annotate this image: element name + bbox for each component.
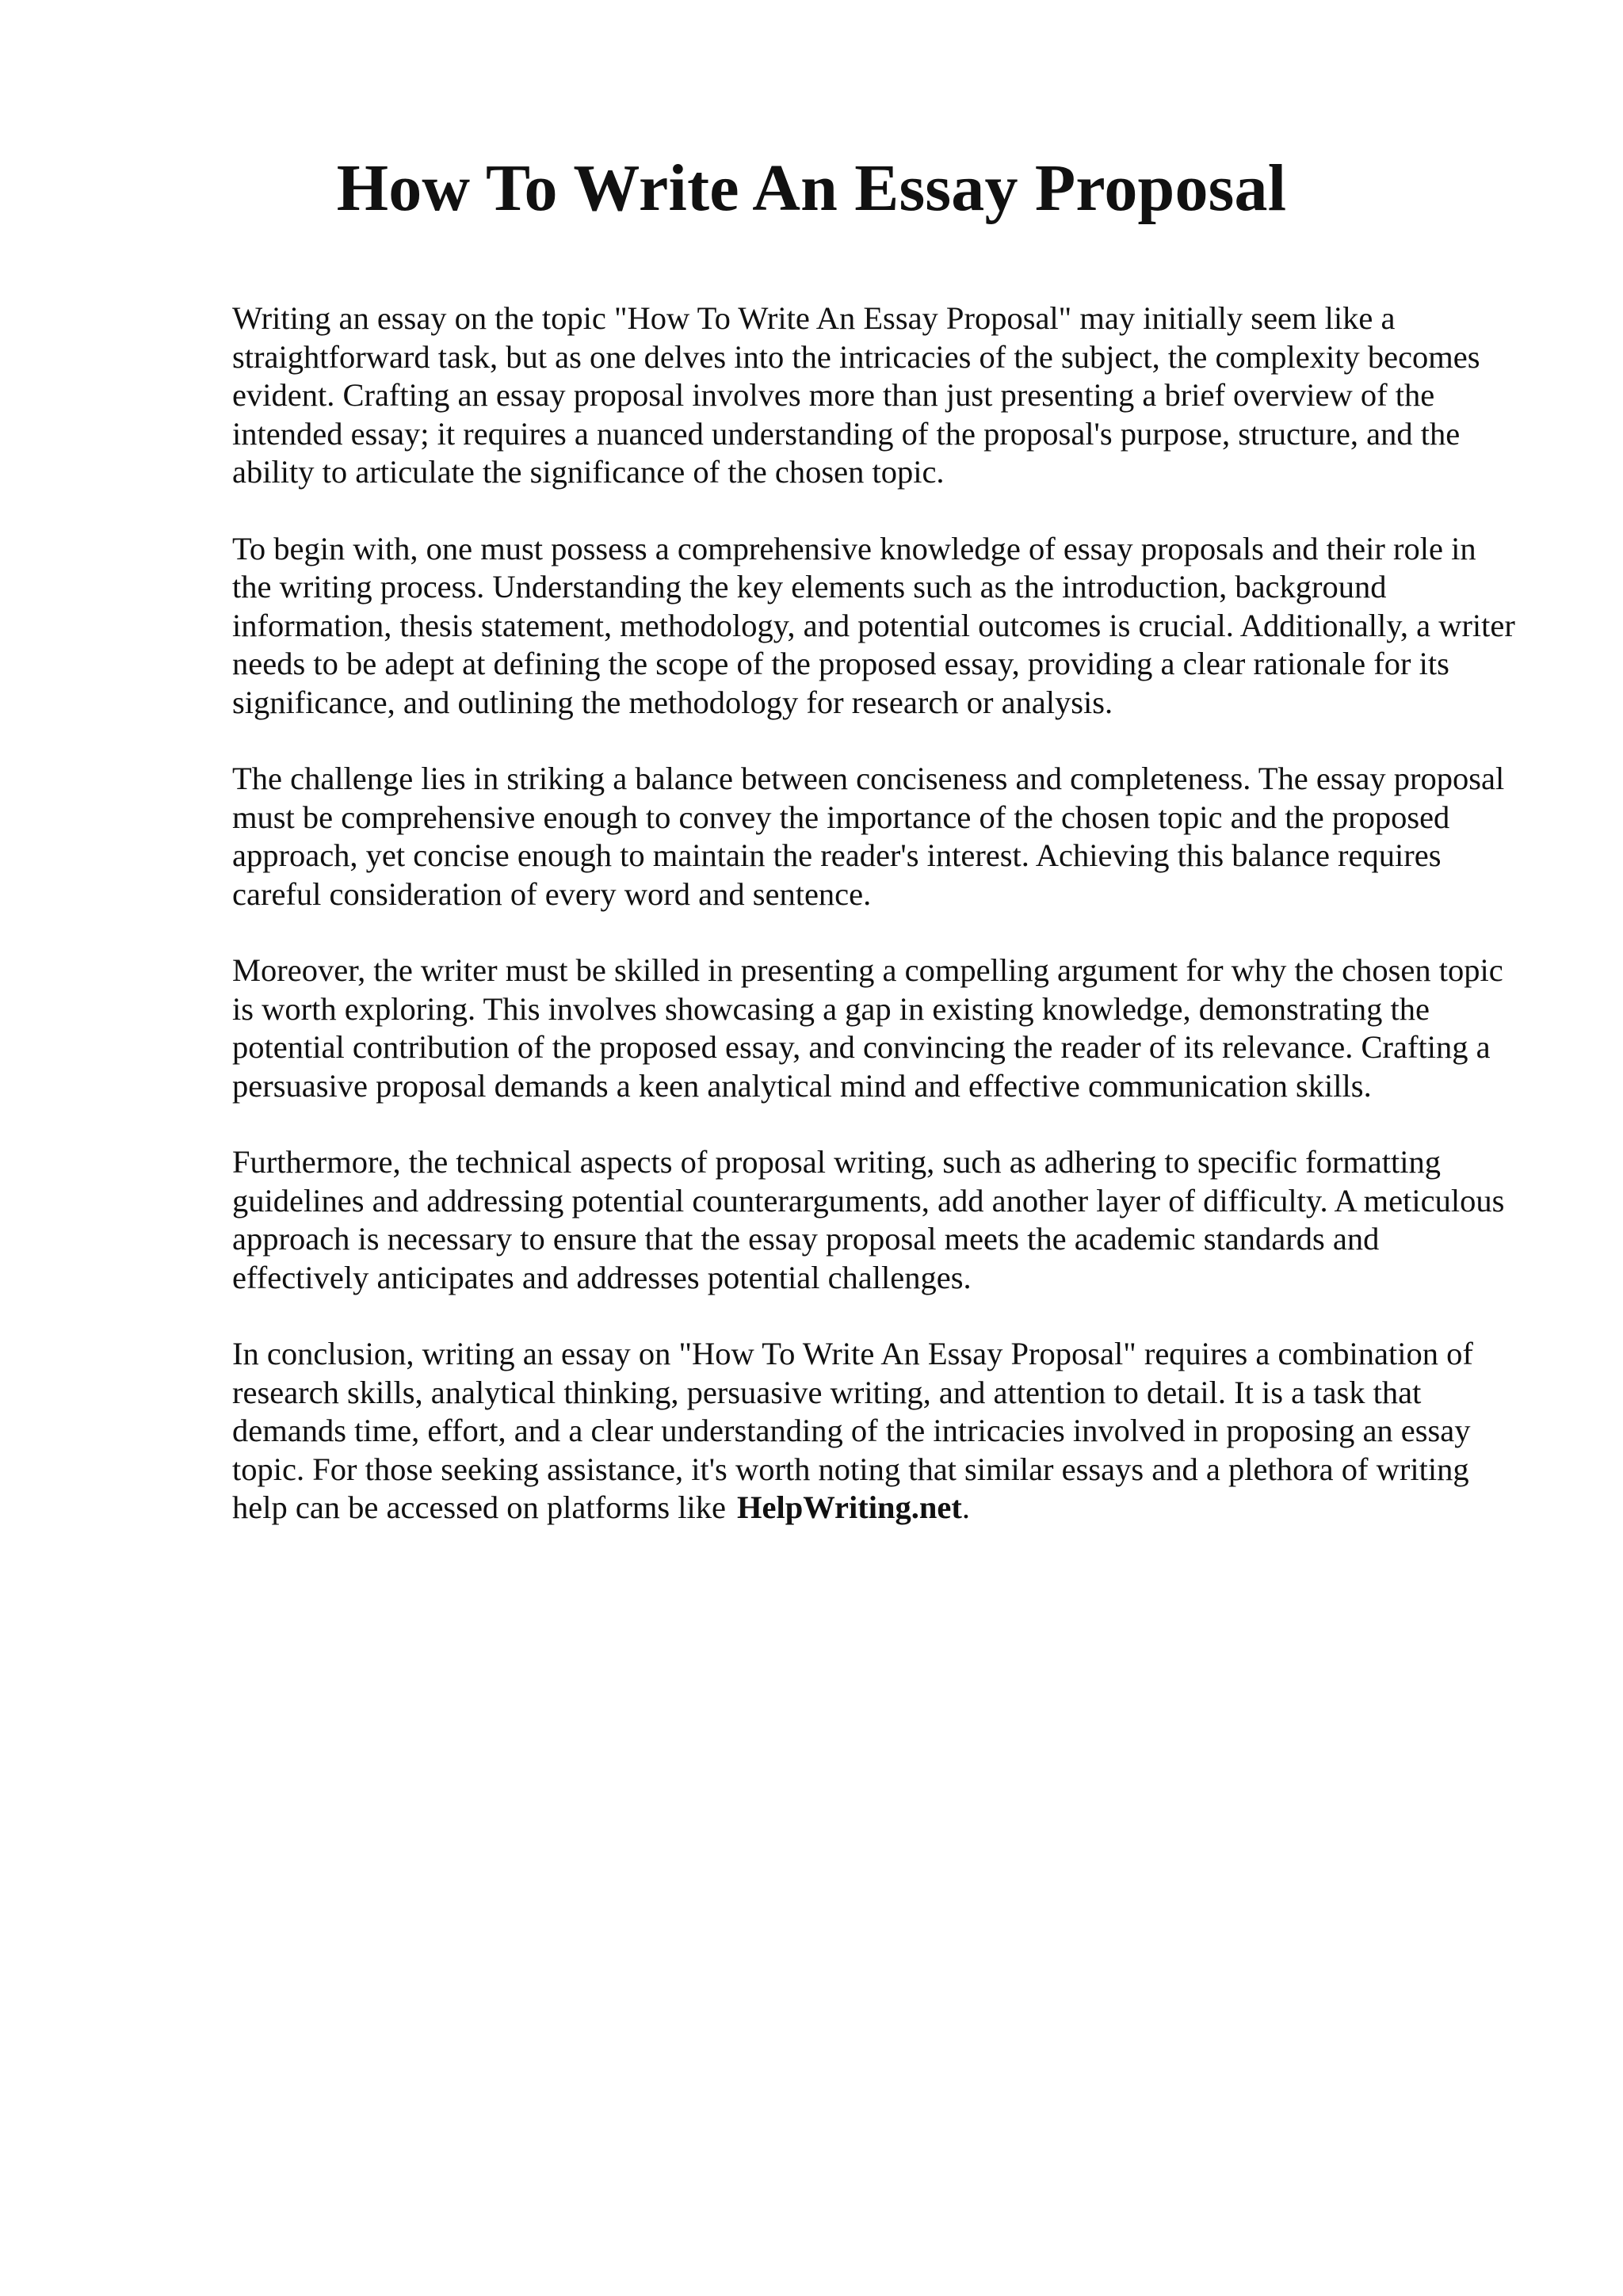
paragraph-argument: Moreover, the writer must be skilled in presenting a compelling argument for why the chosen topic is worth exploring. This involves showcasing a gap in existing knowledge, demonstrating the potential contribution of the proposed essay, and convincing the reader of its relevance. Crafting a persuasive proposal demands a keen analytical mind and effective communication skills.: [232, 952, 1503, 1104]
conclusion-period: .: [961, 1489, 971, 1525]
paragraph-technical: Furthermore, the technical aspects of proposal writing, such as adhering to specific formatting guidelines and addressing potential counterarguments, add another layer of difficulty. A meticulous approach is necessary to ensure that the essay proposal meets the academic standards and effectively anticipates and addresses potential challenges.: [232, 1144, 1505, 1295]
paragraph-balance: The challenge lies in striking a balance between conciseness and completeness. The essay proposal must be comprehensive enough to convey the importance of the chosen topic and the proposed approach, yet concise enough to maintain the reader's interest. Achieving this balance requires careful consideration of every word and sentence.: [232, 761, 1505, 912]
page-title: How To Write An Essay Proposal: [336, 151, 1287, 225]
conclusion-text: In conclusion, writing an essay on "How To Write An Essay Proposal" requires a combination of research skills, analytical thinking, persuasive writing, and attention to detail. It is a task that demands time, effort, and a clear understanding of the intricacies involved in proposing an essay topic. For those seeking assistance, it's worth noting that similar essays and a plethora of writing help can be accessed on platforms like: [232, 1336, 1473, 1525]
paragraph-knowledge: To begin with, one must possess a comprehensive knowledge of essay proposals and their role in the writing process. Understanding the key elements such as the introduction, background information, thesis statement, methodology, and potential outcomes is crucial. Additionally, a writer needs to be adept at defining the scope of the proposed essay, providing a clear rationale for its significance, and outlining the methodology for research or analysis.: [232, 530, 1515, 720]
paragraph-conclusion: [232, 1335, 1516, 1527]
essay-body: [232, 299, 1516, 1566]
helpwriting-link[interactable]: HelpWriting.net: [737, 1489, 962, 1525]
paragraph-intro: Writing an essay on the topic "How To Write An Essay Proposal" may initially seem like a straightforward task, but as one delves into the intricacies of the subject, the complexity becomes evident. Crafting an essay proposal involves more than just presenting a brief overview of the intended essay; it requires a nuanced understanding of the proposal's purpose, structure, and the ability to articulate the significance of the chosen topic.: [232, 300, 1480, 490]
